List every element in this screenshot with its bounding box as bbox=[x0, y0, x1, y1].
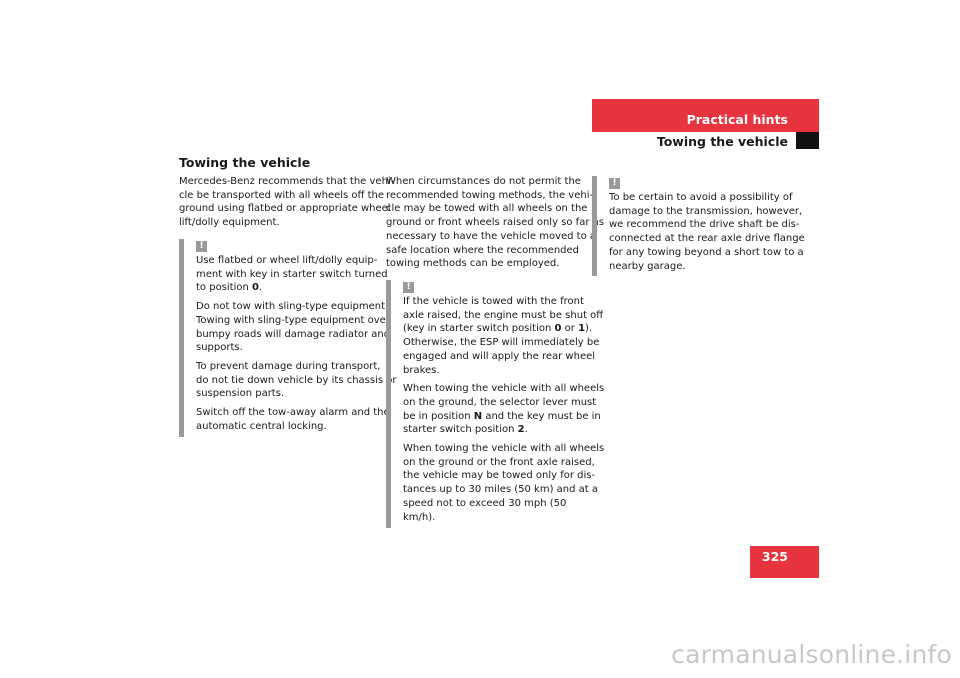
text-line: Use flatbed or wheel lift/dolly equip- bbox=[196, 255, 378, 266]
text-line: towing methods can be employed. bbox=[386, 258, 560, 270]
switch-position: 0 bbox=[554, 323, 562, 335]
page-title: Towing the vehicle bbox=[179, 155, 311, 170]
text-line: safe location where the recommended bbox=[386, 244, 580, 256]
intro-paragraph bbox=[179, 175, 394, 230]
text-line: for any towing beyond a short tow to a bbox=[609, 246, 804, 258]
watermark: carmanualsonline.info bbox=[671, 640, 952, 669]
text-line: ment with key in starter switch turned bbox=[196, 268, 388, 280]
warning-box-driveshaft bbox=[592, 176, 805, 276]
text-line: do not tie down vehicle by its chassis or bbox=[196, 374, 397, 386]
text-line: nearby garage. bbox=[609, 260, 686, 272]
text-line: speed not to exceed 30 mph (50 bbox=[403, 497, 567, 509]
text-line: ground using flatbed or appropriate wheel bbox=[179, 203, 391, 215]
text-line: brakes. bbox=[403, 364, 440, 376]
text-line: necessary to have the vehicle moved to a bbox=[386, 230, 597, 242]
switch-position: 0 bbox=[252, 282, 259, 294]
text-line: Switch off the tow-away alarm and the bbox=[196, 407, 390, 419]
text-line: we recommend the drive shaft be dis- bbox=[609, 219, 800, 231]
selector-position: N bbox=[473, 410, 483, 422]
warning-paragraph bbox=[196, 300, 397, 355]
text-line: Do not tow with sling-type equipment. bbox=[196, 301, 389, 313]
section-title: Practical hints bbox=[686, 112, 788, 127]
text-line: To prevent damage during transport, bbox=[196, 360, 381, 372]
text-line: Towing with sling-type equipment over bbox=[196, 314, 390, 326]
text-line: damage to the transmission, however, bbox=[609, 205, 803, 217]
text-line: suspension parts. bbox=[196, 388, 285, 400]
text-line: lift/dolly equipment. bbox=[179, 217, 280, 229]
warning-box-towing bbox=[386, 280, 604, 528]
text-line: When towing the vehicle with all wheels bbox=[403, 443, 605, 455]
warning-icon: ! bbox=[403, 282, 414, 293]
text-line: the vehicle may be towed only for dis- bbox=[403, 470, 596, 482]
text-line: km/h). bbox=[403, 511, 436, 523]
text-line: to position bbox=[196, 282, 253, 294]
subsection-title: Towing the vehicle bbox=[656, 134, 788, 149]
text-line: When circumstances do not permit the bbox=[386, 176, 581, 187]
text-line: recommended towing methods, the vehi- bbox=[386, 189, 594, 201]
warning-paragraph bbox=[196, 406, 397, 433]
text-line: supports. bbox=[196, 342, 243, 354]
text-line: be in position bbox=[403, 410, 474, 422]
text-line: ground or front wheels raised only so far as bbox=[386, 217, 604, 229]
text-line: on the ground or the front axle raised, bbox=[403, 456, 595, 468]
text-line: cle may be towed with all wheels on the bbox=[386, 203, 588, 215]
text-line: If the vehicle is towed with the front bbox=[403, 296, 584, 307]
text-line: To be certain to avoid a possibility of bbox=[609, 192, 793, 203]
text-line: starter switch position bbox=[403, 424, 518, 436]
alternative-paragraph bbox=[386, 175, 604, 271]
text-line: cle be transported with all wheels off the bbox=[179, 189, 385, 201]
warning-paragraph bbox=[403, 382, 604, 437]
text-fragment: . bbox=[524, 424, 528, 436]
warning-paragraph bbox=[609, 191, 805, 273]
text-line: tances up to 30 miles (50 km) and at a bbox=[403, 484, 599, 496]
text-fragment: and the key must be in bbox=[482, 410, 601, 422]
text-line: When towing the vehicle with all wheels bbox=[403, 383, 605, 395]
text-fragment: . bbox=[258, 282, 263, 294]
warning-icon: ! bbox=[196, 241, 207, 252]
warning-paragraph bbox=[196, 360, 397, 401]
text-line: axle raised, the engine must be shut off bbox=[403, 309, 604, 321]
text-line: automatic central locking. bbox=[196, 420, 327, 432]
text-fragment: ). bbox=[585, 323, 593, 335]
warning-box-transport bbox=[179, 239, 397, 437]
warning-icon: ! bbox=[609, 178, 620, 189]
warning-paragraph bbox=[403, 295, 604, 377]
text-line: Otherwise, the ESP will immediately be bbox=[403, 337, 600, 349]
page-number: 325 bbox=[761, 549, 788, 564]
text-line: engaged and will apply the rear wheel bbox=[403, 350, 596, 362]
header-marker bbox=[796, 132, 819, 149]
switch-position: 2 bbox=[517, 424, 525, 436]
text-fragment: or bbox=[561, 323, 579, 335]
warning-paragraph bbox=[403, 442, 604, 524]
warning-paragraph bbox=[196, 254, 397, 295]
text-line: connected at the rear axle drive flange bbox=[609, 233, 805, 245]
text-line: Mercedes-Benz recommends that the vehi- bbox=[179, 176, 395, 187]
switch-position: 1 bbox=[578, 323, 586, 335]
text-line: bumpy roads will damage radiator and bbox=[196, 328, 391, 340]
text-line: (key in starter switch position bbox=[403, 323, 555, 335]
text-line: on the ground, the selector lever must bbox=[403, 396, 597, 408]
